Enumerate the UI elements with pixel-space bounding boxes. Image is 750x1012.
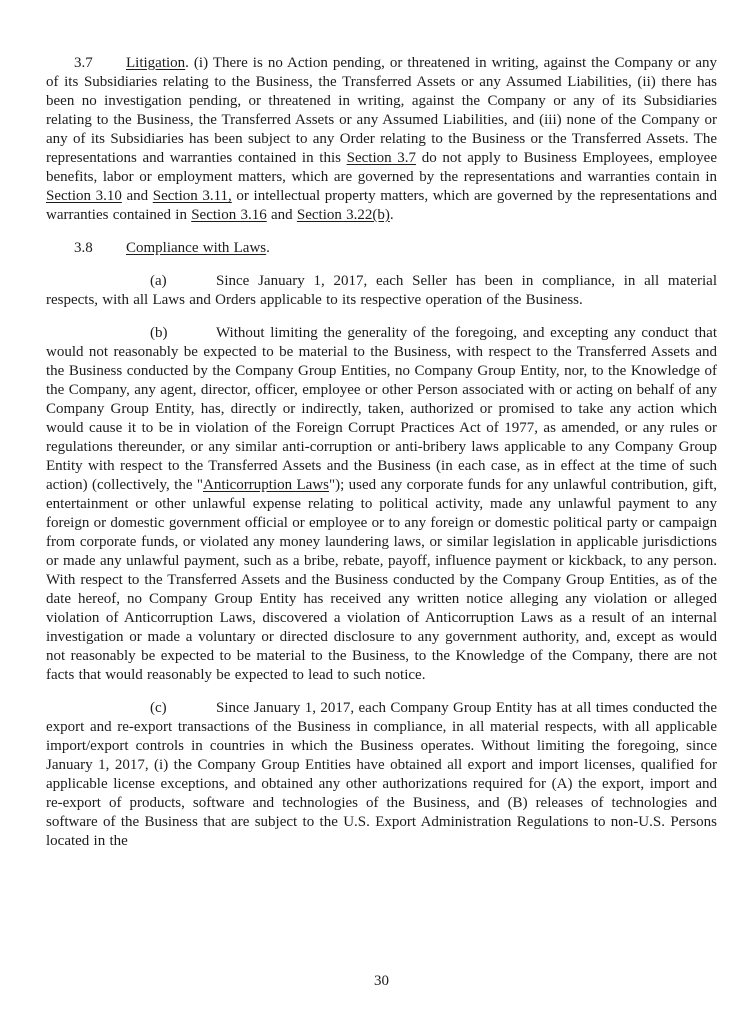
underlined-reference: Section 3.22(b) xyxy=(296,207,390,223)
underlined-reference: Section 3.10 xyxy=(46,188,122,204)
paragraph-c xyxy=(46,699,717,851)
underlined-reference: Anticorruption Laws xyxy=(202,477,330,493)
paragraph-a xyxy=(46,272,717,310)
paragraph-number: 3.8 xyxy=(74,240,93,256)
paragraph-b xyxy=(46,324,717,685)
text-run: . (i) There is no Action pending, or threatened in writing, against the Company or any of its Subsidiaries relating to the Business, the Transferred Assets or any Assumed Liabilities, (ii) there has been no investigation pending, or threatened in writing, against the Company or any of its Subsidiaries relating to the Business, the Transferred Assets or any Assumed Liabilities, and (iii) none of the Company or any of its Subsidiaries has been subject to any Order relating to the Business or the Transferred Assets. The representations and warranties contained in this xyxy=(46,55,717,166)
paragraph-3.8 xyxy=(46,239,717,258)
text-run: Without limiting the generality of the foregoing, and excepting any conduct that would not reasonably be expected to be material to the Business, with respect to the Transferred Assets and the Business conducted by the Company Group Entities, no Company Group Entity, nor, to the Knowledge of the Company, any agent, director, officer, employee or other Person associated with or acting on behalf of any Company Group Entity, has, directly or indirectly, taken, authorized or promised to take any action which would cause it to be in violation of the Foreign Corrupt Practices Act of 1977, as amended, or any rules or regulations thereunder, or any similar anti-corruption or anti-bribery laws applicable to any Company Group Entity with respect to the Transferred Assets and the Business (in each case, as in effect at the time of such action) (collectively, the " xyxy=(46,325,717,493)
text-run: . xyxy=(389,207,394,223)
text-run: and xyxy=(121,188,153,204)
text-run: . xyxy=(266,240,270,256)
text-run: and xyxy=(266,207,297,223)
page-number: 30 xyxy=(374,973,389,989)
paragraph-number: (a) xyxy=(150,273,167,289)
document-body xyxy=(46,54,717,865)
underlined-reference: Litigation xyxy=(126,55,186,71)
paragraph-number: 3.7 xyxy=(74,55,93,71)
underlined-reference: Section 3.16 xyxy=(191,207,267,223)
underlined-reference: Section 3.11, xyxy=(152,188,232,204)
text-run: Since January 1, 2017, each Seller has been in compliance, in all material respects, with all Laws and Orders applicable to its respective operation of the Business. xyxy=(46,273,717,308)
underlined-reference: Compliance with Laws xyxy=(126,240,267,256)
paragraph-number: (c) xyxy=(150,700,167,716)
underlined-reference: Section 3.7 xyxy=(346,150,417,166)
text-run: "); used any corporate funds for any unlawful contribution, gift, entertainment or other unlawful expense relating to political activity, made any unlawful payment to any foreign or domestic government official or employee or to any foreign or domestic political party or campaign from corporate funds, or violated any money laundering laws, or similar legislation in applicable jurisdictions or made any unlawful payment, such as a bribe, rebate, payoff, influence payment or kickback, to any person. With respect to the Transferred Assets and the Business conducted by the Company Group Entities, as of the date hereof, no Company Group Entity has received any written notice alleging any violation or alleged violation of Anticorruption Laws, discovered a violation of Anticorruption Laws as a result of an internal investigation or made a voluntary or directed disclosure to any government authority, and, except as would not reasonably be expected to be material to the Business, to the Knowledge of the Company, there are not facts that would reasonably be expected to lead to such notice. xyxy=(46,477,717,683)
paragraph-3.7 xyxy=(46,54,717,225)
text-run: or intellectual property matters, which are governed by the representations and warranties contained in xyxy=(46,188,717,223)
text-run: Since January 1, 2017, each Company Group Entity has at all times conducted the export and re-export transactions of the Business in compliance, in all material respects, with all applicable import/export controls in countries in which the Business operates. Without limiting the foregoing, since January 1, 2017, (i) the Company Group Entities have obtained all export and import licenses, qualified for applicable license exceptions, and obtained any other authorizations required for (A) the export, import and re-export of products, software and technologies of the Business, and (B) releases of technologies and software of the Business that are subject to the U.S. Export Administration Regulations to non-U.S. Persons located in the xyxy=(46,700,717,849)
paragraph-number: (b) xyxy=(150,325,168,341)
text-run: do not apply to Business Employees, employee benefits, labor or employment matters, which are governed by the representations and warranties contain in xyxy=(46,150,717,185)
